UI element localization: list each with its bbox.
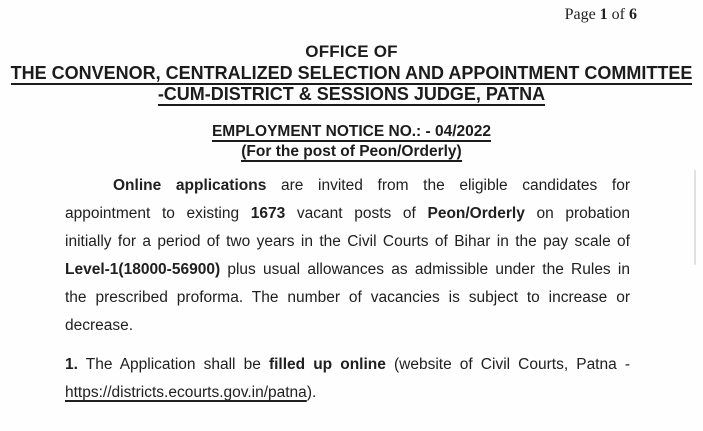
- text-segment: The Application shall be: [77, 356, 269, 373]
- text-segment: of: [607, 6, 629, 23]
- paragraph-intro: [65, 172, 630, 340]
- text-segment: 1: [599, 6, 608, 23]
- text-segment: the prescribed proforma. The number of vacancies is subject to increase or: [65, 289, 630, 306]
- text-line: [65, 284, 630, 312]
- notice-subtitle: [0, 142, 703, 162]
- notice-subtitle-text: (For the post of Peon/Orderly): [241, 143, 462, 160]
- text-segment: appointment to existing: [65, 205, 251, 222]
- header-judge-text: -CUM-DISTRICT & SESSIONS JUDGE, PATNA: [157, 84, 546, 104]
- text-segment: filled up online: [268, 356, 386, 373]
- text-segment: 1.: [65, 356, 78, 373]
- header-committee-text: THE CONVENOR, CENTRALIZED SELECTION AND APPOINTMENT COMMITTEE: [10, 63, 693, 83]
- text-segment: Level-1(18000-56900): [65, 261, 221, 278]
- text-line: [65, 256, 630, 284]
- text-segment: Peon/Orderly: [427, 205, 525, 222]
- text-line: [65, 172, 630, 200]
- text-segment: 6: [629, 6, 637, 23]
- url-link: https://districts.ecourts.gov.in/patna: [65, 384, 307, 401]
- notice-title: [0, 122, 703, 142]
- text-segment: vacant posts of: [285, 205, 428, 222]
- header-judge-line: [0, 84, 703, 105]
- text-segment: Online applications: [113, 177, 267, 194]
- text-segment: initially for a period of two years in the Civil Courts of Bihar in the pay scale of: [65, 233, 630, 250]
- text-segment: ).: [306, 384, 317, 401]
- text-segment: plus usual allowances as admissible under the Rules in: [220, 261, 630, 278]
- text-segment: decrease.: [65, 317, 134, 334]
- text-segment: 1673: [250, 205, 286, 222]
- header-office-line: OFFICE OF: [305, 42, 398, 61]
- text-line: [65, 379, 630, 407]
- text-segment: (website of Civil Courts, Patna -: [385, 356, 630, 373]
- paragraph-application: [65, 351, 630, 407]
- scan-artifact-mark: [694, 170, 696, 265]
- text-line: [65, 228, 630, 256]
- text-line: [65, 200, 630, 228]
- page-number: [565, 6, 637, 24]
- notice-heading: [0, 122, 703, 162]
- text-line: [65, 351, 630, 379]
- header-committee-line: [0, 63, 703, 84]
- text-segment: Page: [564, 6, 600, 23]
- text-line: [65, 312, 630, 340]
- text-segment: are invited from the eligible candidates for: [266, 177, 631, 194]
- notice-title-text: EMPLOYMENT NOTICE NO.: - 04/2022: [211, 123, 492, 140]
- text-segment: on probation: [524, 205, 630, 222]
